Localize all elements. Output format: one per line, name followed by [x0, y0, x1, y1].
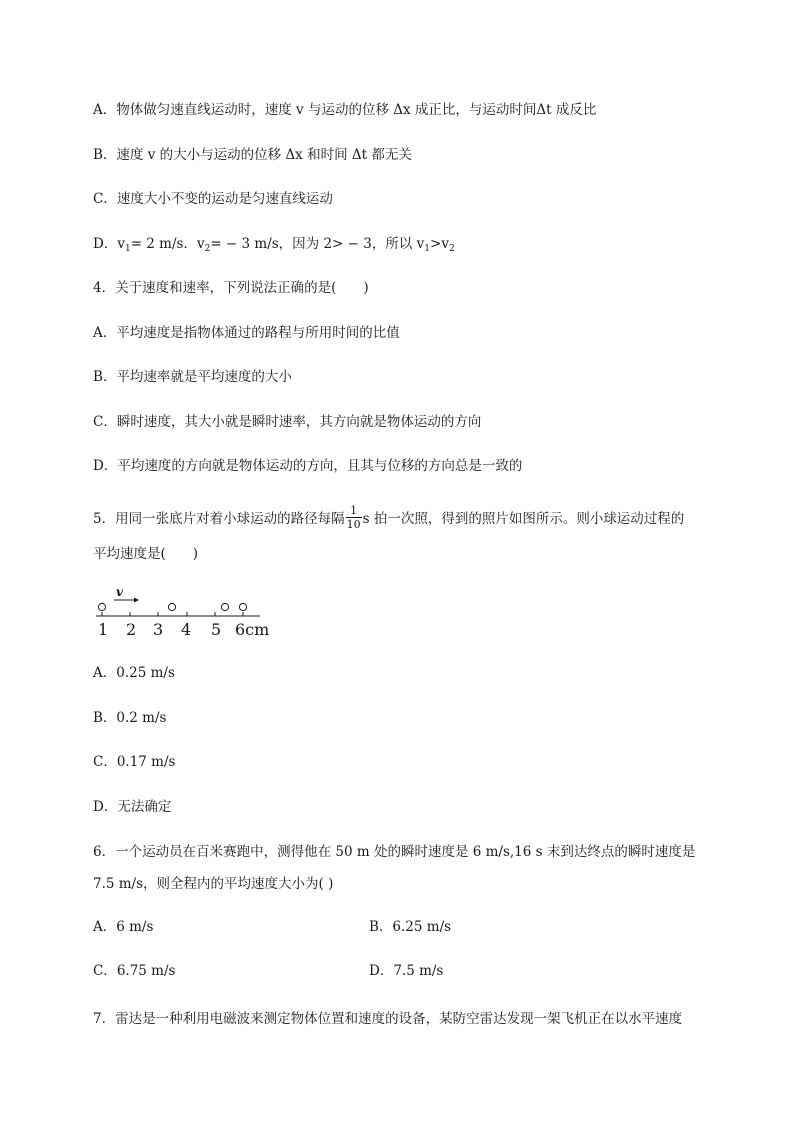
- q5-fraction: [346, 504, 362, 531]
- q6-option-c: C．6.75 m/s: [93, 963, 176, 979]
- q3-option-b: B．速度 v 的大小与运动的位移 Δx 和时间 Δt 都无关: [93, 147, 412, 163]
- q3-d-part2: = 2 m/s．v: [130, 236, 205, 252]
- q5-fraction-den: 10: [346, 518, 361, 531]
- tick-label-1: 1: [98, 620, 109, 639]
- q4-option-d: D．平均速度的方向就是物体运动的方向，且其与位移的方向总是一致的: [93, 458, 523, 474]
- q4-option-c: C．瞬时速度，其大小就是瞬时速率，其方向就是物体运动的方向: [93, 414, 482, 430]
- q5-motion-figure: [90, 584, 290, 644]
- q6-option-d: D．7.5 m/s: [369, 963, 444, 979]
- q3-d-sub4: 2: [448, 244, 455, 254]
- tick-label-3: 3: [153, 620, 164, 639]
- q4-option-a: A．平均速度是指物体通过的路程与所用时间的比值: [93, 325, 400, 341]
- q4-stem: 4．关于速度和速率，下列说法正确的是( ): [93, 280, 369, 296]
- q6-option-a: A．6 m/s: [93, 919, 154, 935]
- q3-option-a: A．物体做匀速直线运动时，速度 v 与运动的位移 Δx 成正比，与运动时间Δt 成反比: [93, 102, 597, 118]
- ball-4: [239, 603, 246, 610]
- tick-label-2: 2: [126, 620, 137, 639]
- ball-2: [168, 603, 175, 610]
- q5-option-b: B．0.2 m/s: [93, 710, 167, 726]
- tick-label-5: 5: [211, 620, 222, 639]
- q6-option-b: B．6.25 m/s: [369, 919, 452, 935]
- q7-stem-line1: 7．雷达是一种利用电磁波来测定物体位置和速度的设备，某防空雷达发现一架飞机正在以水平速度: [93, 1011, 683, 1027]
- q5-stem-line2: 平均速度是( ): [93, 546, 199, 562]
- q5-stem-after: s 拍一次照，得到的照片如图所示。则小球运动过程的: [362, 511, 685, 527]
- q5-stem-before: 5．用同一张底片对着小球运动的路径每隔: [93, 511, 345, 527]
- q5-stem-line1: [93, 506, 684, 533]
- q5-option-a: A．0.25 m/s: [93, 665, 175, 681]
- q3-option-c: C．速度大小不变的运动是匀速直线运动: [93, 191, 333, 207]
- tick-label-4: 4: [181, 620, 192, 639]
- q3-option-d: [93, 235, 455, 253]
- q6-stem-line1: 6．一个运动员在百米赛跑中，测得他在 50 m 处的瞬时速度是 6 m/s,16 s 末到达终点的瞬时速度是: [93, 844, 696, 860]
- velocity-arrowhead: [134, 598, 139, 603]
- q5-fraction-num: 1: [346, 504, 362, 518]
- q5-option-d: D．无法确定: [93, 799, 172, 815]
- velocity-label: v: [116, 585, 123, 599]
- q6-stem-line2: 7.5 m/s，则全程内的平均速度大小为( ): [93, 876, 334, 892]
- q3-d-sub2: 2: [204, 244, 211, 254]
- q5-option-c: C．0.17 m/s: [93, 754, 176, 770]
- q3-d-part3: = − 3 m/s，因为 2> − 3，所以 v: [210, 236, 425, 252]
- q3-d-part4: >v: [430, 236, 449, 252]
- tick-label-6: 6cm: [235, 620, 270, 639]
- q4-option-b: B．平均速率就是平均速度的大小: [93, 369, 292, 385]
- q3-d-sub1: 1: [124, 244, 131, 254]
- q3-d-part1: D．v: [93, 236, 125, 252]
- q3-d-sub3: 1: [424, 244, 431, 254]
- ball-1: [98, 603, 105, 610]
- ball-3: [221, 603, 228, 610]
